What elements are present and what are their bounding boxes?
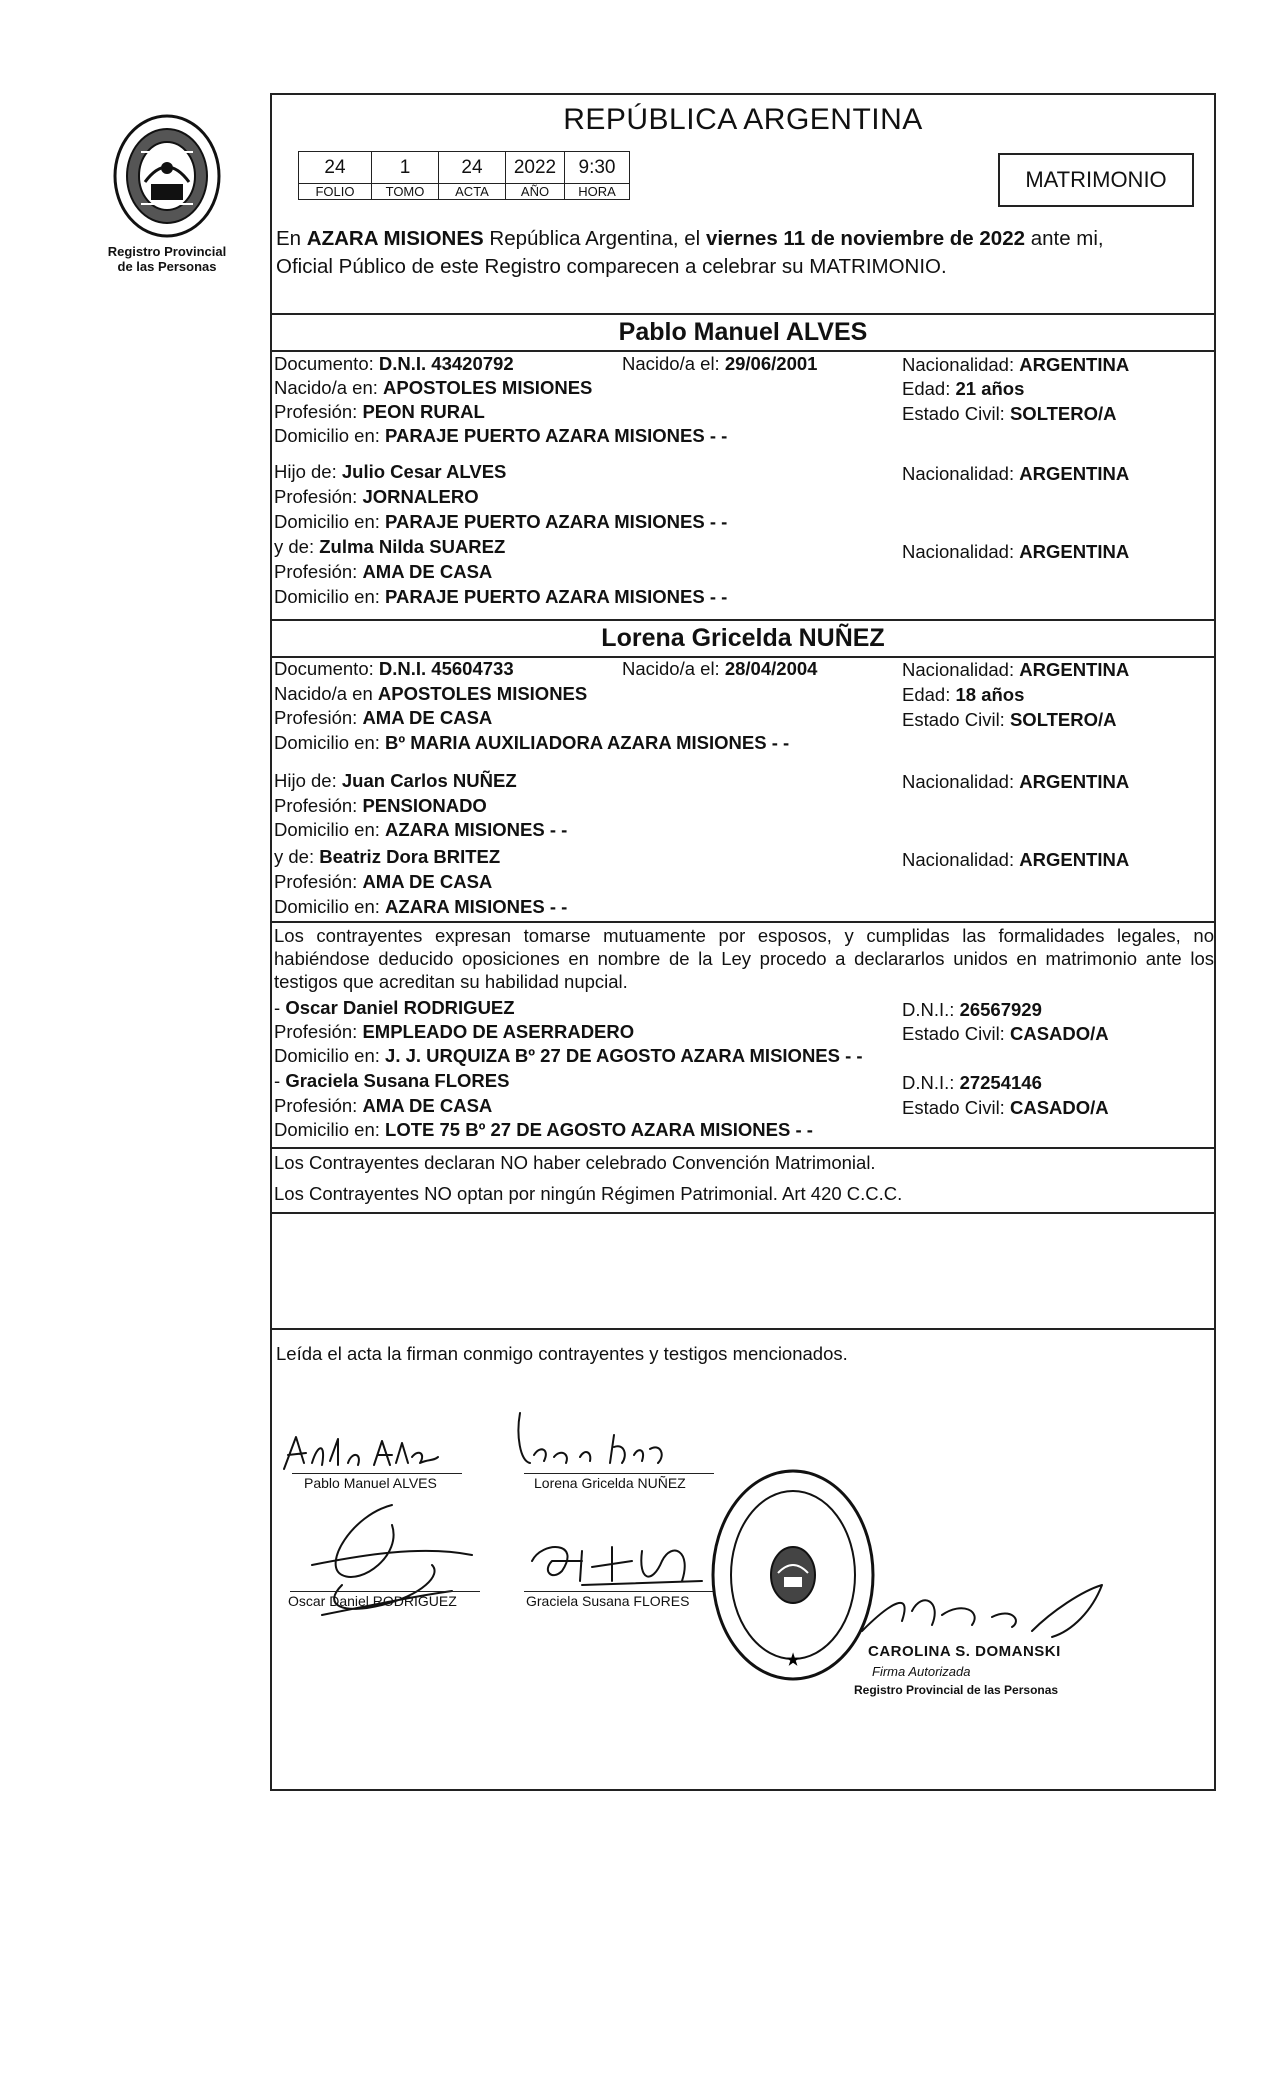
spouse2-signature-label: Lorena Gricelda NUÑEZ [534,1475,686,1491]
spouse2-mother-nationality: Nacionalidad: ARGENTINA [902,849,1130,870]
spouse1-signature [278,1423,458,1483]
tomo-label: TOMO [372,184,439,200]
official-role: Firma Autorizada [872,1664,971,1679]
spouse2-nationality: Nacionalidad: ARGENTINA [902,659,1130,680]
intro-text: República Argentina, el [483,227,706,250]
spouse1-profession: Profesión: PEON RURAL [274,401,485,422]
witness1-dni: D.N.I.: 26567929 [902,999,1042,1020]
tomo-value: 1 [372,152,439,184]
spouse1-mother: y de: Zulma Nilda SUAREZ [274,536,506,557]
witness1-civil-status: Estado Civil: CASADO/A [902,1023,1109,1044]
acta-label: ACTA [439,184,506,200]
logo-caption-line2: de las Personas [117,259,217,274]
spouse1-document: Documento: D.N.I. 43420792 [274,353,514,374]
spouse2-document: Documento: D.N.I. 45604733 [274,658,514,679]
spouse1-father-nationality: Nacionalidad: ARGENTINA [902,463,1130,484]
intro-text: ante mi, [1025,227,1104,250]
official-name: CAROLINA S. DOMANSKI [868,1643,1061,1660]
spouse1-mother-profession: Profesión: AMA DE CASA [274,561,493,582]
hora-label: HORA [565,184,630,200]
intro-paragraph [276,225,1214,281]
convention-line2: Los Contrayentes NO optan por ningún Régimen Patrimonial. Art 420 C.C.C. [274,1183,903,1204]
spouse2-age: Edad: 18 años [902,684,1025,705]
intro-text: En [276,227,307,250]
witness1-name: - Oscar Daniel RODRIGUEZ [274,997,515,1018]
spouse1-birthdate: Nacido/a el: 29/06/2001 [622,353,818,374]
hora-value: 9:30 [565,152,630,184]
intro-date: viernes 11 de noviembre de 2022 [705,227,1026,250]
spouse1-father-address: Domicilio en: PARAJE PUERTO AZARA MISIONES - - [274,511,728,532]
spouse1-nationality: Nacionalidad: ARGENTINA [902,354,1130,375]
witness1-signature-label: Oscar Daniel RODRIGUEZ [288,1593,457,1609]
spouse2-father-address: Domicilio en: AZARA MISIONES - - [274,819,568,840]
spouse1-signature-label: Pablo Manuel ALVES [304,1475,437,1491]
witness2-dni: D.N.I.: 27254146 [902,1072,1042,1093]
folio-label: FOLIO [299,184,372,200]
spouse1-name: Pablo Manuel ALVES [618,318,868,346]
official-seal [708,1465,878,1685]
logo-caption-line1: Registro Provincial [107,244,227,259]
folio-value: 24 [299,152,372,184]
witness2-signature-label: Graciela Susana FLORES [526,1593,690,1609]
intro-text: Oficial Público de este Registro comparecen a celebrar su MATRIMONIO. [276,255,947,278]
registry-logo [92,112,242,274]
spouse1-mother-address: Domicilio en: PARAJE PUERTO AZARA MISIONES - - [274,586,728,607]
witness2-profession: Profesión: AMA DE CASA [274,1095,493,1116]
spouse2-mother: y de: Beatriz Dora BRITEZ [274,846,501,867]
spouse2-mother-profession: Profesión: AMA DE CASA [274,871,493,892]
spouse1-father: Hijo de: Julio Cesar ALVES [274,461,507,482]
spouse2-father: Hijo de: Juan Carlos NUÑEZ [274,770,517,791]
official-org: Registro Provincial de las Personas [854,1683,1059,1697]
witness2-name: - Graciela Susana FLORES [274,1070,510,1091]
spouse2-signature [510,1405,680,1475]
spouse2-address: Domicilio en: Bº MARIA AUXILIADORA AZARA MISIONES - - [274,732,790,753]
spouse1-age: Edad: 21 años [902,378,1025,399]
anio-label: AÑO [506,184,565,200]
closing-text: Leída el acta la firman conmigo contrayentes y testigos mencionados. [276,1343,848,1364]
declaration-text: Los contrayentes expresan tomarse mutuamente por esposos, y cumplidas las formalidades legales, no habiéndose deducido oposiciones en nombre de la Ley procedo a declararlos unidos en matrimonio ante los testigos que acreditan su habilidad nupcial. [274,925,1214,992]
spouse1-address: Domicilio en: PARAJE PUERTO AZARA MISIONES - - [274,425,728,446]
convention-line1: Los Contrayentes declaran NO haber celebrado Convención Matrimonial. [274,1152,876,1173]
witness2-address: Domicilio en: LOTE 75 Bº 27 DE AGOSTO AZARA MISIONES - - [274,1119,813,1140]
provincial-seal-icon [111,112,223,240]
witness1-address: Domicilio en: J. J. URQUIZA Bº 27 DE AGOSTO AZARA MISIONES - - [274,1045,863,1066]
spouse1-father-profession: Profesión: JORNALERO [274,486,479,507]
spouse2-profession: Profesión: AMA DE CASA [274,707,493,728]
spouse2-birthplace: Nacido/a en APOSTOLES MISIONES [274,683,588,704]
spouse2-mother-address: Domicilio en: AZARA MISIONES - - [274,896,568,917]
spouse2-father-profession: Profesión: PENSIONADO [274,795,487,816]
anio-value: 2022 [506,152,565,184]
spouse1-mother-nationality: Nacionalidad: ARGENTINA [902,541,1130,562]
country-title: REPÚBLICA ARGENTINA [563,103,923,136]
witness2-civil-status: Estado Civil: CASADO/A [902,1097,1109,1118]
spouse1-civil-status: Estado Civil: SOLTERO/A [902,403,1117,424]
spouse1-birthplace: Nacido/a en: APOSTOLES MISIONES [274,377,593,398]
intro-place: AZARA MISIONES [306,227,484,250]
spouse2-father-nationality: Nacionalidad: ARGENTINA [902,771,1130,792]
marriage-record-frame [270,93,1216,1791]
svg-text:★: ★ [785,1652,801,1669]
record-type-box: MATRIMONIO [998,153,1194,207]
witness1-profession: Profesión: EMPLEADO DE ASERRADERO [274,1021,635,1042]
spouse2-name: Lorena Gricelda NUÑEZ [601,624,885,652]
spouse2-civil-status: Estado Civil: SOLTERO/A [902,709,1117,730]
registry-table [298,151,630,200]
spouse2-birthdate: Nacido/a el: 28/04/2004 [622,658,818,679]
acta-value: 24 [439,152,506,184]
